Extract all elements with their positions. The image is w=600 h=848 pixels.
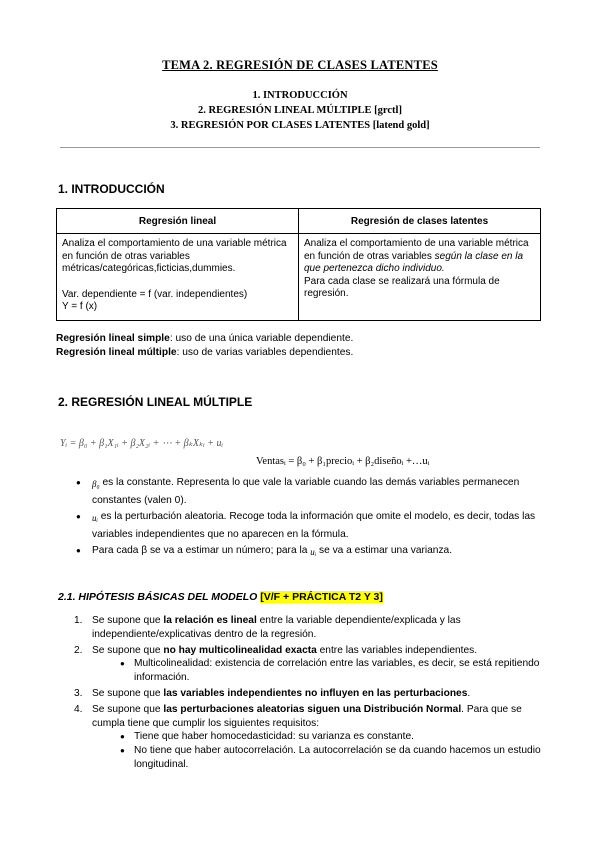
sub-list	[92, 730, 544, 771]
cell-text: Analiza el comportamiento de una variable métrica en función de otras variables métricas/categóricas,ficticias,dummies.	[62, 238, 287, 275]
general-equation: Yᵢ = β₀ + β₁X₁ᵢ + β₂X₂ᵢ + ⋯ + βₖXₖᵢ + uᵢ	[60, 438, 224, 449]
comparison-table	[56, 208, 541, 321]
list-item-text: entre la variable dependiente/explicada y las independiente/explicativas dentro de la regresión.	[92, 615, 461, 640]
list-item-bold: las perturbaciones aleatorias siguen una Distribución Normal	[163, 703, 462, 715]
cell-text: Var. dependiente = f (var. independientes)	[62, 288, 248, 300]
list-item-text: . Para que se cumpla tiene que cumplir los siguientes requisitos:	[92, 703, 522, 729]
list-item	[74, 475, 544, 509]
toc-item: 3. REGRESIÓN POR CLASES LATENTES [latend gold]	[170, 120, 430, 131]
list-item	[74, 509, 544, 543]
list-number: 4.	[74, 703, 83, 715]
sub-list-item: ● No tiene que haber autocorrelación. La autocorrelación se da cuando hacemos un estudio longitudinal.	[120, 744, 544, 772]
list-item-bold: la relación es lineal	[163, 615, 257, 626]
definition-term: Regresión lineal simple	[56, 333, 170, 344]
cell-text: Y = f (x)	[62, 301, 98, 313]
math-symbol: β₀	[92, 479, 100, 489]
example-equation: Ventasᵢ = β₀ + β₁precioᵢ + β₂diseñoᵢ +…uᵢ	[256, 456, 430, 467]
definition-text: : uso de una única variable dependiente.	[169, 333, 354, 344]
list-item	[74, 543, 544, 561]
list-number: 3.	[74, 687, 83, 699]
subsection-heading-hipotesis	[58, 591, 383, 603]
subsection-title: 2.1. HIPÓTESIS BÁSICAS DEL MODELO	[58, 591, 258, 603]
list-item	[74, 644, 544, 685]
divider	[60, 147, 540, 148]
definitions	[56, 332, 353, 359]
table-cell-clases-latentes	[299, 234, 541, 321]
toc-item: 2. REGRESIÓN LINEAL MÚLTIPLE [grctl]	[198, 105, 402, 116]
section-heading-introduccion: 1. INTRODUCCIÓN	[58, 182, 165, 196]
sub-list-item: ● Multicolinealidad: existencia de correlación entre las variables, es decir, se está repitiendo información.	[120, 657, 544, 685]
cell-text-italic: según la clase en la que pertenezca dicho individuo.	[304, 250, 524, 275]
sub-list-item: ● Tiene que haber homocedasticidad: su varianza es constante.	[120, 730, 544, 744]
list-item-text: es la perturbación aleatoria. Recoge toda la información que omite el modelo, es decir, todas las variables independientes que no aparecen en la fórmula.	[92, 511, 536, 540]
list-item	[74, 687, 544, 701]
list-item-bold: las variables independientes no influyen en las perturbaciones	[163, 687, 468, 699]
definition-term: Regresión lineal múltiple	[56, 346, 177, 358]
list-item-text: Se supone que	[92, 615, 164, 626]
list-item	[74, 703, 544, 772]
table-header: Regresión de clases latentes	[299, 209, 541, 234]
list-number: 1.	[74, 615, 83, 626]
list-item-text: se va a estimar una varianza.	[316, 545, 453, 556]
sub-list	[92, 657, 544, 685]
list-item-text: entre las variables independientes.	[316, 644, 478, 656]
math-symbol: uᵢ	[310, 547, 317, 557]
table-of-contents	[0, 88, 600, 133]
highlight-tag: [V/F + PRÁCTICA T2 Y 3]	[260, 591, 383, 603]
list-item-text: .	[467, 687, 471, 699]
coefficient-notes	[74, 475, 544, 561]
hypotheses-list	[74, 614, 544, 774]
list-item-text: Se supone que	[92, 644, 164, 656]
list-item-text: Se supone que	[92, 687, 164, 699]
document-title: TEMA 2. REGRESIÓN DE CLASES LATENTES	[162, 58, 438, 72]
definition-text: : uso de varias variables dependientes.	[176, 346, 354, 358]
list-item-text: Se supone que	[92, 703, 164, 715]
table-header: Regresión lineal	[57, 209, 299, 234]
list-item	[74, 614, 544, 642]
cell-text: Para cada clase se realizará una fórmula de regresión.	[304, 275, 500, 300]
definition-item	[56, 346, 353, 360]
list-number: 2.	[74, 644, 83, 656]
cell-text: Analiza el comportamiento de una variable métrica en función de otras variables	[304, 238, 529, 262]
toc-item: 1. INTRODUCCIÓN	[252, 90, 348, 101]
math-symbol: uᵢ	[92, 513, 98, 523]
list-item-text: Para cada β se va a estimar un número; para la	[92, 545, 311, 556]
definition-item	[56, 332, 353, 346]
section-heading-regresion-multiple: 2. REGRESIÓN LINEAL MÚLTIPLE	[58, 395, 253, 409]
table-cell-regresion-lineal	[57, 234, 299, 321]
list-item-text: es la constante. Representa lo que vale la variable cuando las demás variables permanecen constantes (valen 0).	[92, 477, 520, 506]
list-item-bold: no hay multicolinealidad exacta	[163, 644, 317, 656]
